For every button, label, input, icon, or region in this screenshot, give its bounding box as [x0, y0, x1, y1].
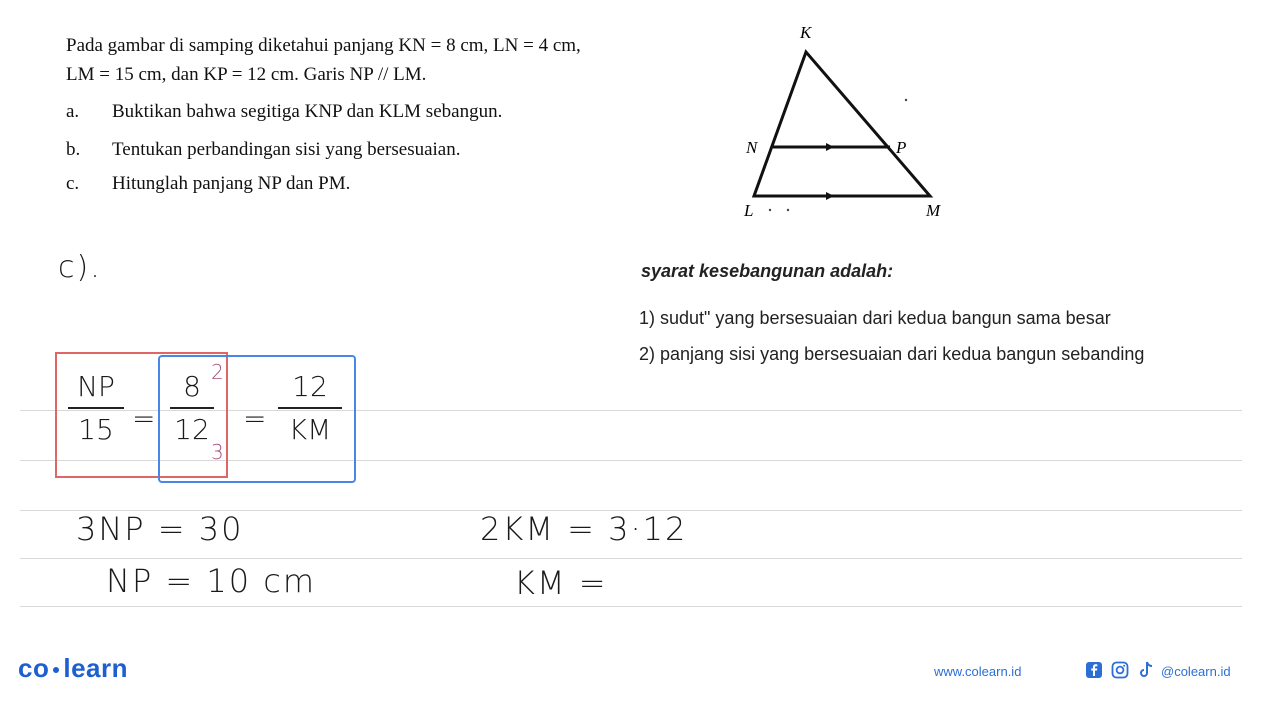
- fraction3-denominator: KM: [288, 413, 332, 446]
- fraction-12-km: [278, 370, 342, 446]
- logo-text-co: co: [18, 653, 50, 683]
- tiktok-icon[interactable]: [1137, 660, 1155, 680]
- fraction1-denominator: 15: [78, 413, 114, 446]
- simplified-note-2: 2: [211, 360, 226, 384]
- fraction1-numerator: NP: [77, 370, 115, 403]
- equation-3np: 3NP = 30: [76, 510, 244, 548]
- parallel-arrow-lm: [826, 192, 834, 200]
- equation-np-result: NP = 10 cm: [106, 562, 317, 600]
- part-c-label: c).: [58, 250, 102, 285]
- fraction2-numerator: 8: [183, 370, 201, 403]
- label-k: K: [800, 23, 812, 42]
- fraction3-numerator: 12: [292, 370, 328, 403]
- problem-line-1: Pada gambar di samping diketahui panjang KN = 8 cm, LN = 4 cm,: [66, 35, 581, 56]
- triangle-figure: [730, 14, 970, 224]
- syarat-rule-2: 2) panjang sisi yang bersesuaian dari kedua bangun sebanding: [639, 344, 1145, 364]
- fraction-np-15: [68, 370, 124, 446]
- item-a-marker: a.: [66, 101, 80, 122]
- notebook-line: [20, 606, 1242, 607]
- label-n: N: [746, 138, 758, 157]
- parallel-arrow-np: [826, 143, 834, 151]
- item-c-text: Hitunglah panjang NP dan PM.: [112, 173, 351, 194]
- instagram-icon[interactable]: [1111, 661, 1129, 679]
- fraction-8-12: [170, 370, 214, 446]
- label-p: P: [896, 138, 907, 157]
- colearn-logo: [18, 653, 128, 684]
- logo-text-learn: learn: [63, 653, 128, 683]
- item-a-text: Buktikan bahwa segitiga KNP dan KLM sebangun.: [112, 101, 503, 122]
- facebook-icon[interactable]: [1085, 661, 1103, 679]
- item-b-marker: b.: [66, 139, 81, 160]
- notebook-line: [20, 558, 1242, 559]
- fraction2-denominator: 12: [174, 413, 210, 446]
- equals-sign-2: =: [243, 402, 269, 435]
- syarat-rule-1: 1) sudut" yang bersesuaian dari kedua bangun sama besar: [639, 308, 1111, 328]
- item-b-text: Tentukan perbandingan sisi yang bersesuaian.: [112, 139, 461, 160]
- equation-km: KM =: [514, 564, 608, 602]
- label-l: L: [744, 201, 754, 220]
- website-link[interactable]: www.colearn.id: [934, 664, 1022, 679]
- equals-sign-1: =: [132, 402, 158, 435]
- logo-dot: [53, 667, 59, 673]
- triangle-klm: [754, 52, 930, 196]
- item-c-marker: c.: [66, 173, 80, 194]
- social-handle[interactable]: @colearn.id: [1161, 664, 1231, 679]
- simplified-note-3: 3: [211, 440, 226, 464]
- equation-2km: 2KM = 3·12: [480, 510, 688, 548]
- syarat-title: syarat kesebangunan adalah:: [641, 261, 894, 281]
- label-m: M: [926, 201, 941, 220]
- problem-line-2: LM = 15 cm, dan KP = 12 cm. Garis NP // LM.: [66, 64, 427, 85]
